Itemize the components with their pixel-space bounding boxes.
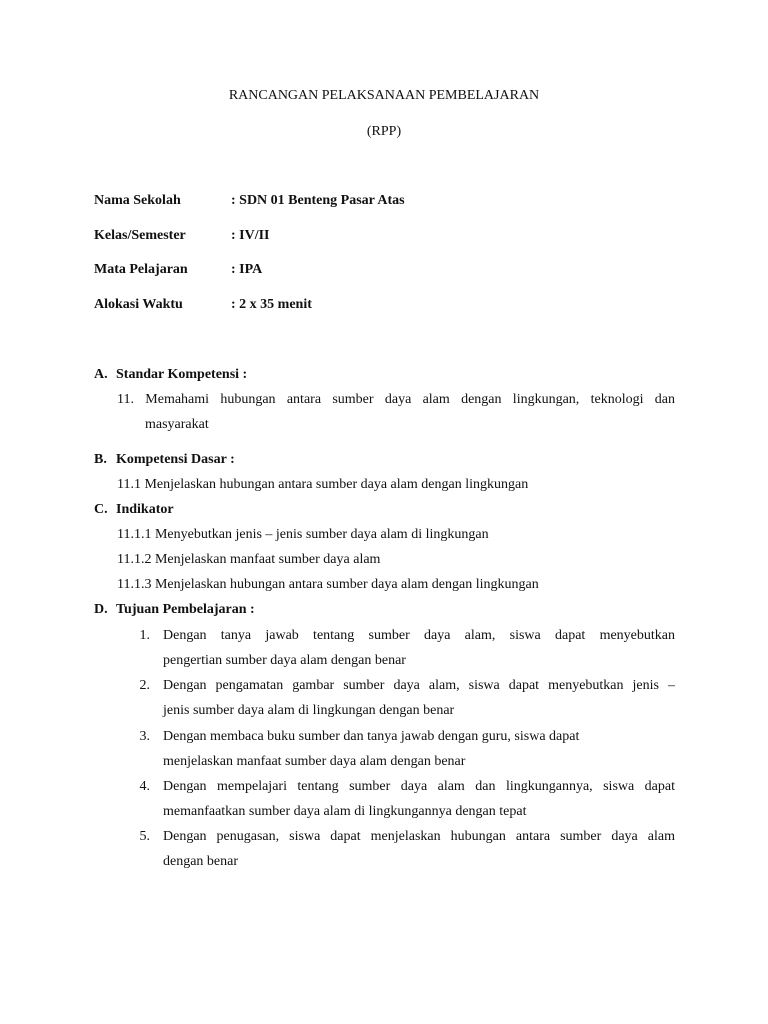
- section-title: Standar Kompetensi :: [116, 367, 248, 382]
- info-label: Kelas/Semester: [94, 228, 186, 243]
- indicator-item: 11.1.2 Menjelaskan manfaat sumber daya alam: [117, 552, 381, 567]
- objective-line-2: menjelaskan manfaat sumber daya alam dengan benar: [163, 754, 466, 769]
- document-subtitle: (RPP): [366, 124, 402, 139]
- section-letter: B.: [94, 452, 107, 467]
- objective-line-1: Dengan tanya jawab tentang sumber daya alam, siswa dapat menyebutkan: [163, 628, 675, 643]
- objective-number: 1.: [139, 628, 150, 643]
- objective-line-2: dengan benar: [163, 854, 239, 869]
- objective-line-1: Dengan pengamatan gambar sumber daya alam, siswa dapat menyebutkan jenis –: [163, 678, 675, 693]
- objective-number: 4.: [139, 779, 150, 794]
- indicator-item: 11.1.1 Menyebutkan jenis – jenis sumber daya alam di lingkungan: [117, 527, 489, 542]
- objective-line-2: pengertian sumber daya alam dengan benar: [163, 653, 406, 668]
- info-label: Nama Sekolah: [94, 193, 181, 208]
- objective-line-1: Dengan mempelajari tentang sumber daya alam dan lingkungannya, siswa dapat: [163, 779, 675, 794]
- info-row-kelas-semester: [94, 228, 694, 248]
- info-row-mata-pelajaran: [94, 262, 694, 282]
- section-letter: C.: [94, 502, 108, 517]
- info-value: : IV/II: [231, 228, 270, 243]
- objective-line-1: Dengan membaca buku sumber dan tanya jawab dengan guru, siswa dapat: [163, 729, 580, 744]
- section-a-line-1: 11. Memahami hubungan antara sumber daya alam dengan lingkungan, teknologi dan: [117, 392, 675, 407]
- objective-number: 5.: [139, 829, 150, 844]
- objective-line-2: memanfaatkan sumber daya alam di lingkungannya dengan tepat: [163, 804, 527, 819]
- objective-number: 3.: [139, 729, 150, 744]
- section-title: Indikator: [116, 502, 174, 517]
- indicator-item: 11.1.3 Menjelaskan hubungan antara sumber daya alam dengan lingkungan: [117, 577, 539, 592]
- section-a-line-2: masyarakat: [145, 417, 209, 432]
- section-title: Kompetensi Dasar :: [116, 452, 235, 467]
- info-value: : SDN 01 Benteng Pasar Atas: [231, 193, 405, 208]
- info-row-nama-sekolah: [94, 193, 694, 213]
- objective-number: 2.: [139, 678, 150, 693]
- info-label: Alokasi Waktu: [94, 297, 183, 312]
- info-value: : IPA: [231, 262, 263, 277]
- info-value: : 2 x 35 menit: [231, 297, 312, 312]
- info-row-alokasi-waktu: [94, 297, 694, 317]
- document-title: RANCANGAN PELAKSANAAN PEMBELAJARAN: [228, 88, 540, 103]
- section-letter: A.: [94, 367, 108, 382]
- objective-line-2: jenis sumber daya alam di lingkungan dengan benar: [163, 703, 455, 718]
- section-b-line-1: 11.1 Menjelaskan hubungan antara sumber daya alam dengan lingkungan: [117, 477, 529, 492]
- objective-line-1: Dengan penugasan, siswa dapat menjelaskan hubungan antara sumber daya alam: [163, 829, 675, 844]
- info-label: Mata Pelajaran: [94, 262, 188, 277]
- section-letter: D.: [94, 602, 108, 617]
- section-title: Tujuan Pembelajaran :: [116, 602, 255, 617]
